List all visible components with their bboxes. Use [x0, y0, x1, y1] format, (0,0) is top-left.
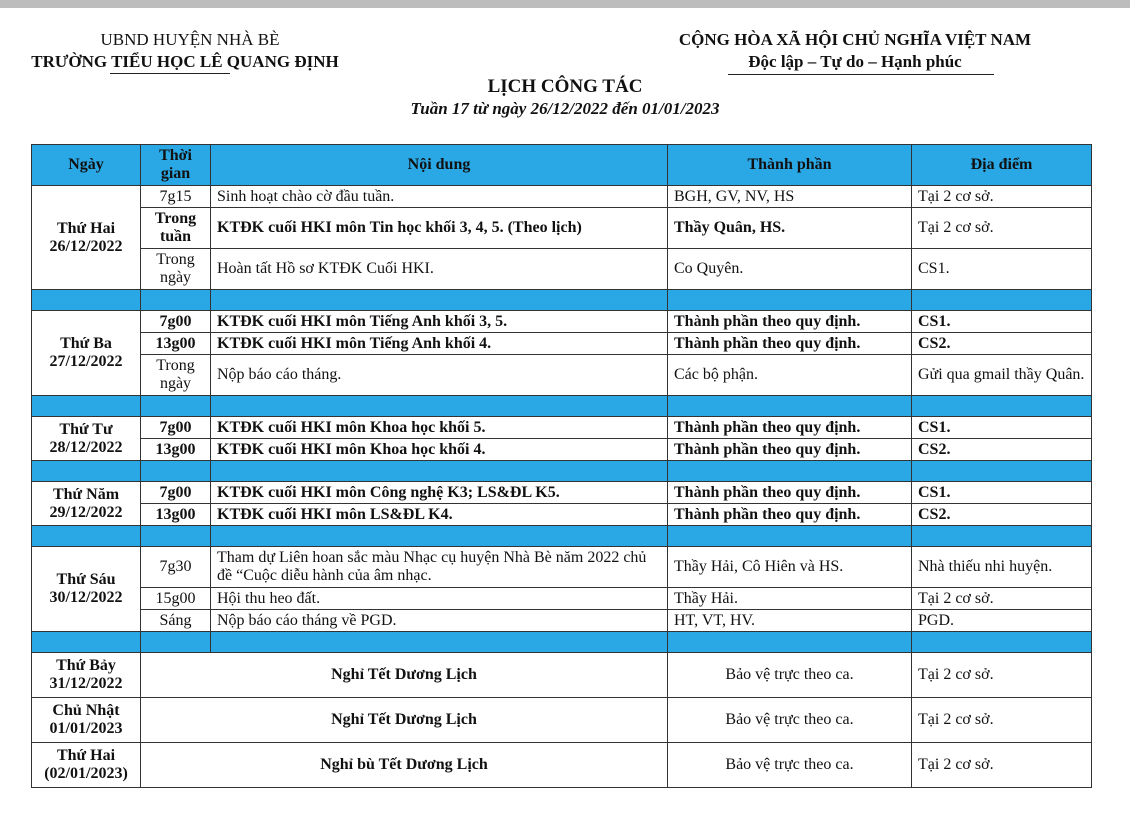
school-underline	[110, 73, 230, 74]
day-cell: Thứ Sáu 30/12/2022	[32, 547, 141, 632]
holiday-row	[32, 698, 1092, 743]
day-cell: Thứ Năm 29/12/2022	[32, 482, 141, 526]
content-cell: KTĐK cuối HKI môn Công nghệ K3; LS&ĐL K5.	[211, 482, 668, 504]
location-cell: Tại 2 cơ sở.	[912, 186, 1092, 208]
location-cell: CS2.	[912, 439, 1092, 461]
time-cell: 13g00	[141, 439, 211, 461]
table-row	[32, 333, 1092, 355]
content-cell: Nghỉ bù Tết Dương Lịch	[141, 743, 668, 788]
day-cell: Thứ Ba 27/12/2022	[32, 311, 141, 396]
col-header-time: Thời gian	[141, 145, 211, 186]
content-cell: Tham dự Liên hoan sắc màu Nhạc cụ huyện Nhà Bè năm 2022 chủ đề “Cuộc diễu hành của âm nhạc.	[211, 547, 668, 588]
table-row	[32, 482, 1092, 504]
day-cell: Thứ Hai 26/12/2022	[32, 186, 141, 290]
location-cell: Tại 2 cơ sở.	[912, 698, 1092, 743]
table-row	[32, 355, 1092, 396]
participants-cell: Các bộ phận.	[668, 355, 912, 396]
participants-cell: Thành phần theo quy định.	[668, 504, 912, 526]
col-header-content: Nội dung	[211, 145, 668, 186]
content-cell: KTĐK cuối HKI môn Tin học khối 3, 4, 5. (Theo lịch)	[211, 208, 668, 249]
content-cell: KTĐK cuối HKI môn Khoa học khối 5.	[211, 417, 668, 439]
content-cell: KTĐK cuối HKI môn Tiếng Anh khối 4.	[211, 333, 668, 355]
table-row	[32, 417, 1092, 439]
location-cell: Tại 2 cơ sở.	[912, 743, 1092, 788]
table-row	[32, 311, 1092, 333]
participants-cell: Thầy Quân, HS.	[668, 208, 912, 249]
holiday-row	[32, 653, 1092, 698]
school-name: TRƯỜNG TIỂU HỌC LÊ QUANG ĐỊNH	[31, 52, 339, 71]
table-row	[32, 610, 1092, 632]
time-cell: 15g00	[141, 588, 211, 610]
day-cell: Thứ Bảy 31/12/2022	[32, 653, 141, 698]
table-row	[32, 439, 1092, 461]
participants-cell: Thành phần theo quy định.	[668, 311, 912, 333]
col-header-participants: Thành phần	[668, 145, 912, 186]
col-header-day: Ngày	[32, 145, 141, 186]
content-cell: Sinh hoạt chào cờ đầu tuần.	[211, 186, 668, 208]
national-title: CỘNG HÒA XÃ HỘI CHỦ NGHĨA VIỆT NAM	[678, 30, 1032, 49]
page-title: LỊCH CÔNG TÁC	[487, 76, 643, 97]
national-motto: Độc lập – Tự do – Hạnh phúc	[748, 52, 962, 71]
time-cell: Trong ngày	[141, 249, 211, 290]
separator-row	[32, 290, 1092, 311]
location-cell: CS1.	[912, 482, 1092, 504]
table-row	[32, 588, 1092, 610]
time-cell: 7g00	[141, 417, 211, 439]
time-cell: Trong tuần	[141, 208, 211, 249]
participants-cell: Thành phần theo quy định.	[668, 333, 912, 355]
time-cell: 7g30	[141, 547, 211, 588]
location-cell: Tại 2 cơ sở.	[912, 208, 1092, 249]
participants-cell: Thầy Hải, Cô Hiên và HS.	[668, 547, 912, 588]
time-cell: 7g15	[141, 186, 211, 208]
participants-cell: Bảo vệ trực theo ca.	[668, 698, 912, 743]
participants-cell: Co Quyên.	[668, 249, 912, 290]
time-cell: Trong ngày	[141, 355, 211, 396]
week-subtitle: Tuần 17 từ ngày 26/12/2022 đến 01/01/2023	[410, 99, 720, 118]
location-cell: Tại 2 cơ sở.	[912, 588, 1092, 610]
content-cell: Hội thu heo đất.	[211, 588, 668, 610]
participants-cell: HT, VT, HV.	[668, 610, 912, 632]
location-cell: CS1.	[912, 417, 1092, 439]
schedule-table	[31, 144, 1092, 788]
time-cell: 13g00	[141, 333, 211, 355]
participants-cell: Bảo vệ trực theo ca.	[668, 743, 912, 788]
table-row	[32, 504, 1092, 526]
table-row	[32, 208, 1092, 249]
participants-cell: Thành phần theo quy định.	[668, 482, 912, 504]
location-cell: CS1.	[912, 311, 1092, 333]
day-cell: Thứ Hai (02/01/2023)	[32, 743, 141, 788]
location-cell: Nhà thiếu nhi huyện.	[912, 547, 1092, 588]
location-cell: PGD.	[912, 610, 1092, 632]
holiday-row	[32, 743, 1092, 788]
col-header-location: Địa điểm	[912, 145, 1092, 186]
separator-row	[32, 632, 1092, 653]
location-cell: CS2.	[912, 333, 1092, 355]
day-cell: Thứ Tư 28/12/2022	[32, 417, 141, 461]
content-cell: Nghỉ Tết Dương Lịch	[141, 653, 668, 698]
time-cell: 7g00	[141, 482, 211, 504]
content-cell: KTĐK cuối HKI môn Khoa học khối 4.	[211, 439, 668, 461]
participants-cell: BGH, GV, NV, HS	[668, 186, 912, 208]
table-row	[32, 186, 1092, 208]
location-cell: Gửi qua gmail thầy Quân.	[912, 355, 1092, 396]
separator-row	[32, 526, 1092, 547]
separator-row	[32, 461, 1092, 482]
motto-underline	[728, 74, 994, 75]
content-cell: Nghỉ Tết Dương Lịch	[141, 698, 668, 743]
table-row	[32, 547, 1092, 588]
time-cell: 7g00	[141, 311, 211, 333]
participants-cell: Thầy Hải.	[668, 588, 912, 610]
content-cell: Nộp báo cáo tháng về PGD.	[211, 610, 668, 632]
separator-row	[32, 396, 1092, 417]
participants-cell: Thành phần theo quy định.	[668, 417, 912, 439]
content-cell: Nộp báo cáo tháng.	[211, 355, 668, 396]
content-cell: KTĐK cuối HKI môn Tiếng Anh khối 3, 5.	[211, 311, 668, 333]
time-cell: Sáng	[141, 610, 211, 632]
location-cell: CS1.	[912, 249, 1092, 290]
content-cell: Hoàn tất Hồ sơ KTĐK Cuối HKI.	[211, 249, 668, 290]
time-cell: 13g00	[141, 504, 211, 526]
participants-cell: Bảo vệ trực theo ca.	[668, 653, 912, 698]
location-cell: CS2.	[912, 504, 1092, 526]
location-cell: Tại 2 cơ sở.	[912, 653, 1092, 698]
district-name: UBND HUYỆN NHÀ BÈ	[100, 30, 280, 49]
table-row	[32, 249, 1092, 290]
top-edge	[0, 0, 1130, 8]
day-cell: Chủ Nhật 01/01/2023	[32, 698, 141, 743]
content-cell: KTĐK cuối HKI môn LS&ĐL K4.	[211, 504, 668, 526]
participants-cell: Thành phần theo quy định.	[668, 439, 912, 461]
